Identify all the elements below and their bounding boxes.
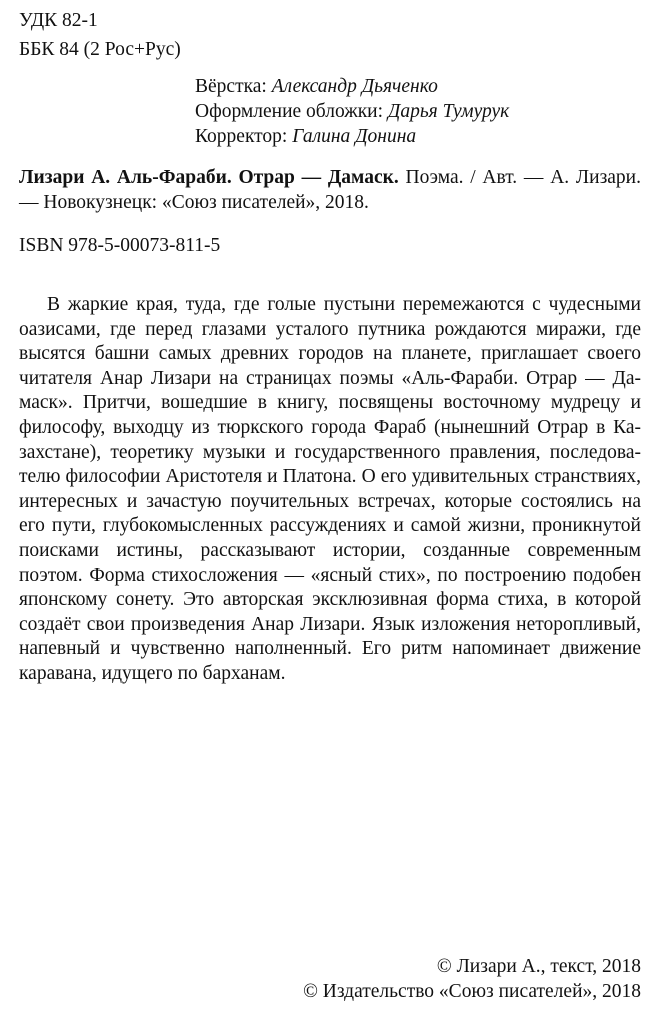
credit-name: Александр Дьяченко [271,76,438,97]
credit-role: Вёрстка: [195,76,272,97]
credit-cover-design [195,100,509,124]
credit-name: Галина Донина [292,126,417,147]
bibliographic-details: Поэма. / Авт. — А. Лизари. — Новокузнецк: «Союз писателей», 2018. [19,167,641,213]
udc-code: УДК 82-1 [19,10,98,31]
bibliographic-author-title: Лизари А. Аль-Фараби. Отрар — Дамаск. [19,167,399,188]
book-abstract: В жаркие края, туда, где голые пустыни перемежаются с чудесными оазисами, где перед глазами усталого путника рождаются миражи, где высятся башни самых древних городов на планете, приглашает своего читателя Анар Лизари на страницах поэмы «Аль-Фараби. Отрар — Дамаск». Притчи, вошедшие в книгу, посвящены восточному мудрецу и философу, выходцу из тюркского города Фараб (нынешний Отрар в Казахстане), теоретику музыки и государственного правления, последователю философии Аристотеля и Платона. О его удивительных странствиях, интересных и зачастую поучительных встречах, которые состоялись на его пути, глубокомысленных рассуждениях и самой жизни, проникнутой поисками истины, рассказывают истории, созданные современным поэтом. Форма стихосложения — «ясный стих», по построению подобен японскому сонету. Это авторская эксклюзивная форма стиха, в которой создаёт свои произведения Анар Лизари. Язык изложения неторопливый, напевный и чувственно наполненный. Его ритм напоминает движение каравана, идущего по барханам. [19,294,641,684]
copyright-publisher: © Издательство «Союз писателей», 2018 [303,981,641,1002]
isbn-number: ISBN 978-5-00073-811-5 [19,235,221,256]
credit-name: Дарья Тумурук [387,101,510,122]
credit-role: Корректор: [195,126,293,147]
bibliographic-record [19,165,641,215]
credit-proofreader [195,125,416,149]
copyright-text: © Лизари А., текст, 2018 [436,956,641,977]
credit-layout [195,75,438,99]
credit-role: Оформление обложки: [195,101,388,122]
bbk-code: ББК 84 (2 Рос+Рус) [19,39,181,60]
